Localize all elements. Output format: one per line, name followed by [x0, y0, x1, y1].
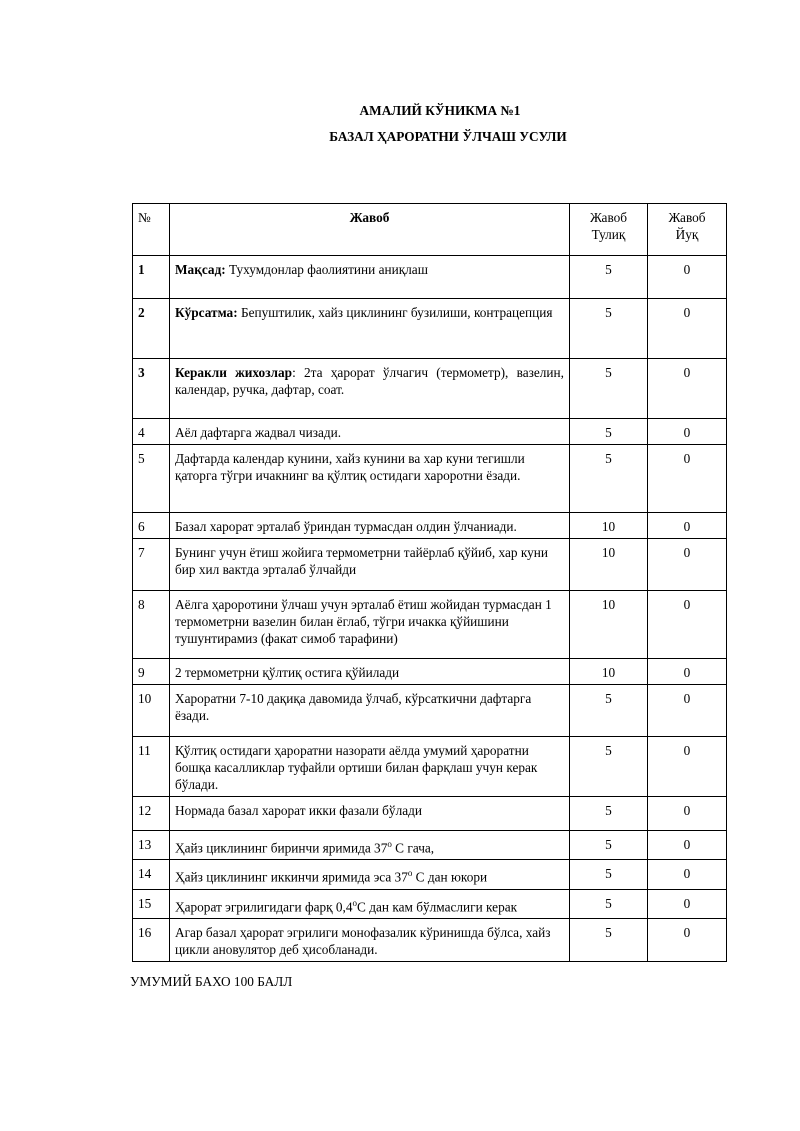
row-no-score: 0	[648, 737, 727, 797]
table-row	[133, 445, 727, 513]
table-row	[133, 860, 727, 889]
row-answer: Нормада базал харорат икки фазали бўлади	[170, 797, 570, 831]
row-answer: 2 термометрни қўлтиқ остига қўйилади	[170, 659, 570, 685]
table-row	[133, 256, 727, 299]
row-number: 11	[133, 737, 170, 797]
row-label: Кўрсатма:	[175, 305, 238, 320]
table-row	[133, 659, 727, 685]
row-number: 12	[133, 797, 170, 831]
row-no-score: 0	[648, 256, 727, 299]
row-no-score: 0	[648, 919, 727, 962]
row-no-score: 0	[648, 831, 727, 860]
row-answer: Бунинг учун ётиш жойига термометрни тайёрлаб қўйиб, хар куни бир хил вактда эрталаб ўлчайди	[170, 539, 570, 591]
row-answer: Дафтарда календар кунини, хайз кунини ва хар куни тегишли қаторга тўгри ичакнинг ва қўлтиқ остидаги хароротни ёзади.	[170, 445, 570, 513]
row-no-score: 0	[648, 419, 727, 445]
row-number: 10	[133, 685, 170, 737]
row-text: Тухумдонлар фаолиятини аниқлаш	[225, 262, 428, 277]
row-no-score: 0	[648, 445, 727, 513]
table-row	[133, 359, 727, 419]
assessment-table	[132, 203, 727, 962]
row-full-score: 10	[570, 659, 648, 685]
row-text: Бепуштилик, хайз циклининг бузилиши, контрацепция	[237, 305, 553, 320]
header-no-answer: Жавоб Йуқ	[648, 204, 727, 256]
row-answer: Агар базал ҳарорат эгрилиги монофазалик кўринишда бўлса, хайз цикли ановулятор деб ҳисобланади.	[170, 919, 570, 962]
row-no-score: 0	[648, 299, 727, 359]
row-number: 1	[133, 256, 170, 299]
row-number: 15	[133, 889, 170, 918]
row-no-score: 0	[648, 539, 727, 591]
row-full-score: 10	[570, 591, 648, 659]
row-full-score: 5	[570, 256, 648, 299]
row-no-score: 0	[648, 659, 727, 685]
table-row	[133, 737, 727, 797]
row-no-score: 0	[648, 513, 727, 539]
table-row	[133, 685, 727, 737]
header-answer: Жавоб	[170, 204, 570, 256]
row-no-score: 0	[648, 359, 727, 419]
row-answer	[170, 256, 570, 299]
table-row	[133, 889, 727, 918]
table-row	[133, 513, 727, 539]
row-number: 9	[133, 659, 170, 685]
table-row	[133, 419, 727, 445]
table-row	[133, 919, 727, 962]
page-subtitle: БАЗАЛ ҲАРОРАТНИ ЎЛЧАШ УСУЛИ	[329, 129, 567, 144]
total-score-label: УМУМИЙ БАХО 100 БАЛЛ	[130, 974, 293, 989]
row-full-score: 5	[570, 685, 648, 737]
row-label: Керакли жихозлар	[175, 365, 293, 380]
row-answer: Базал харорат эрталаб ўриндан турмасдан олдин ўлчаниади.	[170, 513, 570, 539]
row-number: 16	[133, 919, 170, 962]
row-full-score: 5	[570, 889, 648, 918]
row-number: 3	[133, 359, 170, 419]
row-text: : 2та ҳарорат ўлчагич (термометр), вазелин, календар, ручка, дафтар, соат.	[175, 365, 564, 397]
row-number: 13	[133, 831, 170, 860]
row-number: 5	[133, 445, 170, 513]
row-number: 6	[133, 513, 170, 539]
row-full-score: 5	[570, 797, 648, 831]
row-full-score: 5	[570, 299, 648, 359]
row-full-score: 5	[570, 831, 648, 860]
row-number: 2	[133, 299, 170, 359]
row-full-score: 5	[570, 445, 648, 513]
row-answer: Қўлтиқ остидаги ҳароратни назорати аёлда умумий ҳароратни бошқа касалликлар туфайли ортиши билан фарқлаш учун керак бўлади.	[170, 737, 570, 797]
row-full-score: 10	[570, 513, 648, 539]
table-row	[133, 831, 727, 860]
row-answer: Ҳарорат эгрилигидаги фарқ $0,4^оС$ дан кам бўлмаслиги керак	[170, 889, 570, 918]
table-row	[133, 299, 727, 359]
row-full-score: 5	[570, 860, 648, 889]
row-answer: Ҳайз циклининг иккинчи яримида эса $37^о$ С дан юкори	[170, 860, 570, 889]
row-number: 8	[133, 591, 170, 659]
row-full-score: 5	[570, 359, 648, 419]
row-label: Мақсад:	[175, 262, 226, 277]
row-no-score: 0	[648, 797, 727, 831]
row-answer	[170, 359, 570, 419]
table-header-row	[133, 204, 727, 256]
row-no-score: 0	[648, 591, 727, 659]
row-answer: Аёл дафтарга жадвал чизади.	[170, 419, 570, 445]
row-number: 14	[133, 860, 170, 889]
row-full-score: 5	[570, 737, 648, 797]
row-answer	[170, 299, 570, 359]
table-row	[133, 539, 727, 591]
row-number: 4	[133, 419, 170, 445]
row-no-score: 0	[648, 685, 727, 737]
row-number: 7	[133, 539, 170, 591]
header-number: №	[133, 204, 170, 256]
table-row	[133, 797, 727, 831]
row-answer: Аёлга ҳароротини ўлчаш учун эрталаб ётиш жойидан турмасдан 1 термометрни вазелин билан ёглаб, тўгри ичакка қўйишини тушунтирамиз (факат симоб тарафини)	[170, 591, 570, 659]
row-no-score: 0	[648, 860, 727, 889]
row-full-score: 5	[570, 419, 648, 445]
row-no-score: 0	[648, 889, 727, 918]
table-row	[133, 591, 727, 659]
row-answer: Ҳайз циклининг биринчи яримида $37^о$ С гача,	[170, 831, 570, 860]
page-title: АМАЛИЙ КЎНИКМА №1	[359, 103, 521, 118]
header-full-answer: Жавоб Тулиқ	[570, 204, 648, 256]
row-full-score: 5	[570, 919, 648, 962]
row-full-score: 10	[570, 539, 648, 591]
row-answer: Хароратни 7-10 дақиқа давомида ўлчаб, кўрсаткични дафтарга ёзади.	[170, 685, 570, 737]
